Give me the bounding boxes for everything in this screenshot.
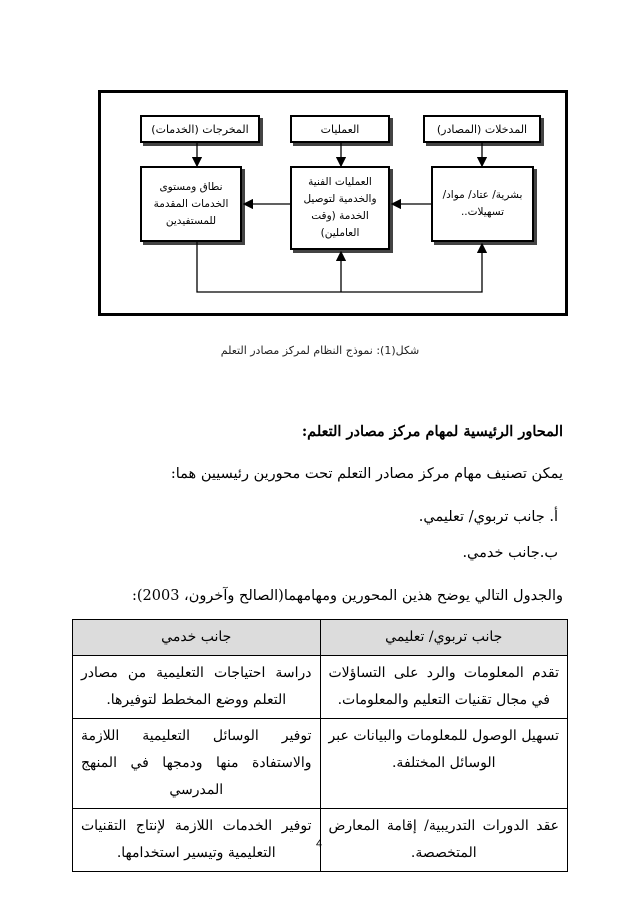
table-cell: توفير الوسائل التعليمية اللازمة والاستفادة منها ودمجها في المنهج المدرسي [73, 719, 321, 809]
inputs-header: المدخلات (المصادر) [423, 115, 541, 143]
outputs-header: المخرجات (الخدمات) [140, 115, 260, 143]
table-row [73, 719, 568, 809]
feedback-loop-line [197, 242, 482, 292]
table-row [73, 656, 568, 719]
table-cell: تسهيل الوصول للمعلومات والبيانات عبر الوسائل المختلفة. [320, 719, 568, 809]
table-cell: عقد الدورات التدريبية/ إقامة المعارض المتخصصة. [320, 809, 568, 872]
header-educational: جانب تربوي/ تعليمي [320, 620, 568, 656]
section-heading: المحاور الرئيسية لمهام مركز مصادر التعلم: [301, 423, 563, 440]
list-item-b: ب.جانب خدمي. [462, 545, 558, 561]
table-cell: تقدم المعلومات والرد على التساؤلات في مجال تقنيات التعليم والمعلومات. [320, 656, 568, 719]
intro-paragraph: يمكن تصنيف مهام مركز مصادر التعلم تحت محورين رئيسيين هما: [170, 466, 563, 482]
table-cell: توفير الخدمات اللازمة لإنتاج التقنيات التعليمية وتيسير استخدامها. [73, 809, 321, 872]
axes-table [72, 619, 568, 872]
processes-header: العمليات [290, 115, 390, 143]
inputs-box: بشرية/ عتاد/ مواد/ تسهيلات.. [431, 166, 534, 242]
outputs-box: نطاق ومستوى الخدمات المقدمة للمستفيدين [140, 166, 242, 242]
processes-box: العمليات الفنية والخدمية لتوصيل الخدمة (وقت العاملين) [290, 166, 390, 250]
table-cell: دراسة احتياجات التعليمية من مصادر التعلم ووضع المخطط لتوفيرها. [73, 656, 321, 719]
header-service: جانب خدمي [73, 620, 321, 656]
page-number: 4 [315, 838, 323, 850]
figure-caption: شكل(1): نموذج النظام لمركز مصادر التعلم [220, 344, 420, 357]
table-header-row [73, 620, 568, 656]
table-intro-paragraph: والجدول التالي يوضح هذين المحورين ومهامهما(الصالح وآخرون، 2003): [131, 588, 563, 604]
list-item-a: أ. جانب تربوي/ تعليمي. [418, 509, 558, 525]
